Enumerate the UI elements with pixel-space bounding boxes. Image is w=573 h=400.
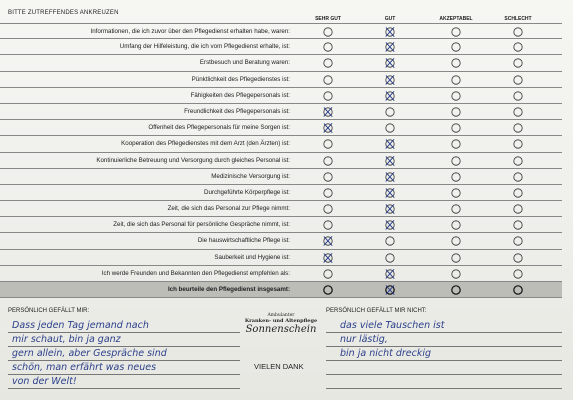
radio-option[interactable] [451, 204, 461, 214]
question-row [0, 88, 562, 104]
radio-option[interactable] [323, 285, 333, 295]
radio-option[interactable] [513, 220, 523, 230]
radio-option[interactable] [451, 188, 461, 198]
writing-line [326, 388, 562, 389]
radio-option[interactable] [451, 139, 461, 149]
radio-option[interactable] [323, 42, 333, 52]
radio-option[interactable] [451, 58, 461, 68]
question-text: Die hauswirtschaftliche Pflege ist: [197, 237, 290, 245]
handwritten-liked-line: schön, man erfährt was neues [12, 362, 157, 373]
radio-option[interactable] [513, 139, 523, 149]
radio-option[interactable] [385, 107, 395, 117]
checked-radio[interactable] [385, 139, 395, 149]
radio-option[interactable] [451, 285, 461, 295]
writing-line [326, 346, 562, 347]
radio-option[interactable] [323, 220, 333, 230]
question-row [0, 120, 562, 136]
checked-radio[interactable] [385, 75, 395, 85]
radio-option[interactable] [513, 75, 523, 85]
question-row [0, 55, 562, 71]
radio-option[interactable] [451, 123, 461, 133]
radio-option[interactable] [451, 27, 461, 37]
checked-radio[interactable] [385, 269, 395, 279]
radio-option[interactable] [513, 156, 523, 166]
question-text: Pünktlichkeit des Pflegedienstes ist: [191, 75, 290, 83]
radio-option[interactable] [323, 139, 333, 149]
radio-option[interactable] [323, 172, 333, 182]
radio-option[interactable] [451, 156, 461, 166]
radio-option[interactable] [451, 253, 461, 263]
radio-option[interactable] [323, 156, 333, 166]
radio-option[interactable] [385, 123, 395, 133]
handwritten-liked-line: Dass jeden Tag jemand nach [12, 320, 149, 331]
checked-radio[interactable] [385, 27, 395, 37]
checked-radio[interactable] [323, 236, 333, 246]
question-row [0, 233, 562, 249]
radio-option[interactable] [323, 188, 333, 198]
radio-option[interactable] [513, 269, 523, 279]
writing-line [8, 374, 240, 375]
writing-line [8, 360, 240, 361]
question-text: Durchgeführte Körperpflege ist: [204, 188, 290, 196]
question-table [0, 23, 562, 298]
checked-radio[interactable] [323, 123, 333, 133]
question-text: Informationen, die ich zuvor über den Pflegedienst erhalten habe, waren: [90, 28, 290, 35]
radio-option[interactable] [451, 107, 461, 117]
checked-radio[interactable] [385, 172, 395, 182]
radio-option[interactable] [513, 172, 523, 182]
question-row [0, 266, 562, 282]
instruction-title: BITTE ZUTREFFENDES ANKREUZEN [8, 10, 119, 16]
radio-option[interactable] [451, 236, 461, 246]
radio-option[interactable] [513, 204, 523, 214]
question-text: Fähigkeiten des Pflegepersonals ist: [190, 91, 290, 99]
question-text: Zeit, die sich das Personal für persönliche Gespräche nimmt, ist: [113, 221, 290, 229]
column-header: SCHLECHT [504, 16, 532, 22]
radio-option[interactable] [451, 42, 461, 52]
question-row [0, 136, 562, 152]
question-row [0, 250, 562, 266]
checked-radio[interactable] [323, 253, 333, 263]
radio-option[interactable] [513, 91, 523, 101]
radio-option[interactable] [513, 188, 523, 198]
question-row [0, 169, 562, 185]
question-text: Zeit, die sich das Personal zur Pflege nimmt: [167, 205, 290, 213]
checked-radio[interactable] [385, 58, 395, 68]
question-text: Ich werde Freunden und Bekannten den Pflegedienst empfehlen als: [101, 269, 290, 277]
question-row [0, 72, 562, 88]
handwritten-liked-line: mir schaut, bin ja ganz [12, 334, 121, 345]
checked-radio[interactable] [385, 42, 395, 52]
question-row [0, 39, 562, 55]
question-text: Ich beurteile den Pflegedienst insgesamt: [167, 286, 290, 293]
radio-option[interactable] [385, 253, 395, 263]
column-header: AKZEPTABEL [439, 16, 473, 22]
checked-radio[interactable] [385, 156, 395, 166]
radio-option[interactable] [323, 204, 333, 214]
radio-option[interactable] [513, 253, 523, 263]
radio-option[interactable] [323, 58, 333, 68]
question-row [0, 217, 562, 233]
radio-option[interactable] [385, 236, 395, 246]
company-logo [240, 313, 322, 335]
radio-option[interactable] [451, 172, 461, 182]
question-text: Sauberkeit und Hygiene ist: [214, 253, 290, 261]
writing-line [8, 388, 240, 389]
handwritten-disliked-line: bin ja nicht dreckig [340, 348, 432, 359]
question-text: Medizinische Versorgung ist: [211, 172, 290, 180]
logo-line-3: Sonnenschein [245, 324, 317, 335]
radio-option[interactable] [323, 269, 333, 279]
writing-line [8, 332, 240, 333]
question-text: Freundlichkeit des Pflegepersonals ist: [184, 107, 290, 115]
writing-line [326, 360, 562, 361]
handwritten-liked-line: gern allein, aber Gespräche sind [12, 348, 167, 359]
radio-option[interactable] [513, 58, 523, 68]
radio-option[interactable] [323, 27, 333, 37]
question-row [0, 153, 562, 169]
question-row [0, 201, 562, 217]
writing-line [8, 346, 240, 347]
checked-radio[interactable] [385, 285, 395, 295]
checked-radio[interactable] [323, 107, 333, 117]
radio-option[interactable] [513, 107, 523, 117]
handwritten-disliked-line: das viele Tauschen ist [340, 320, 445, 331]
radio-option[interactable] [451, 269, 461, 279]
handwritten-disliked-line: nur lästig, [340, 334, 388, 345]
checked-radio[interactable] [385, 220, 395, 230]
radio-option[interactable] [513, 42, 523, 52]
column-header: GUT [384, 16, 396, 22]
radio-option[interactable] [451, 75, 461, 85]
radio-option[interactable] [513, 27, 523, 37]
question-text: Umfang der Hilfeleistung, die ich vom Pflegedienst erhalte, ist: [119, 43, 290, 51]
question-row [0, 104, 562, 120]
question-text: Kooperation des Pflegedienstes mit dem Arzt (den Ärzten) ist: [121, 140, 290, 148]
checked-radio[interactable] [385, 188, 395, 198]
total-rating-row [0, 282, 562, 298]
radio-option[interactable] [451, 91, 461, 101]
writing-line [326, 374, 562, 375]
question-row [0, 185, 562, 201]
radio-option[interactable] [323, 75, 333, 85]
question-text: Kontinuierliche Betreuung und Versorgung durch gleiches Personal ist: [96, 156, 290, 164]
radio-option[interactable] [513, 285, 523, 295]
thanks-text: VIELEN DANK [254, 362, 304, 371]
radio-option[interactable] [513, 123, 523, 133]
logo-line-2: Kranken- und Altenpflege [244, 318, 318, 324]
liked-label: PERSÖNLICH GEFÄLLT MIR: [8, 308, 90, 314]
radio-option[interactable] [451, 220, 461, 230]
checked-radio[interactable] [385, 91, 395, 101]
logo-line-1: Ambulanter [267, 313, 295, 318]
writing-line [326, 332, 562, 333]
radio-option[interactable] [513, 236, 523, 246]
disliked-label: PERSÖNLICH GEFÄLLT MIR NICHT: [326, 308, 427, 314]
radio-option[interactable] [323, 91, 333, 101]
handwritten-liked-line: von der Welt! [12, 376, 77, 387]
question-text: Erstbesuch und Beratung waren: [199, 59, 290, 67]
checked-radio[interactable] [385, 204, 395, 214]
question-row [0, 23, 562, 39]
column-header: SEHR GUT [315, 16, 341, 22]
question-text: Offenheit des Pflegepersonals für meine Sorgen ist: [148, 124, 290, 132]
